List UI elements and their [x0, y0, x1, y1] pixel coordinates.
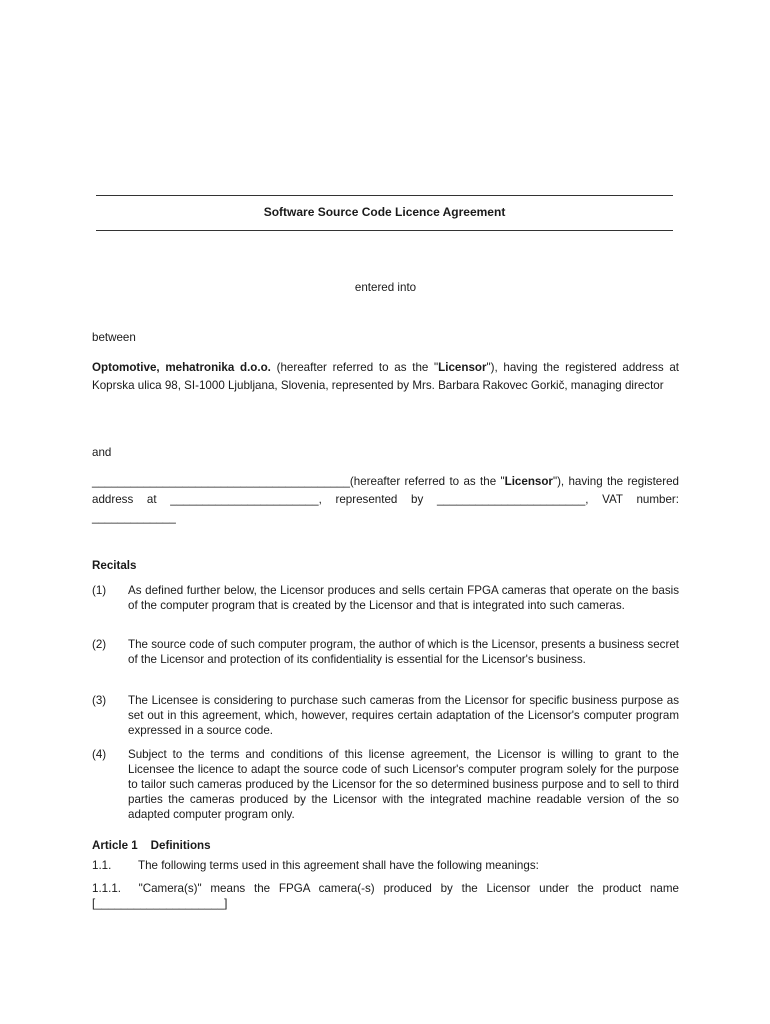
article1-heading	[92, 838, 679, 853]
title-rule-bottom	[96, 230, 673, 231]
clause-1-1-1-number: 1.1.1.	[92, 882, 122, 895]
recital-number: (1)	[92, 584, 107, 597]
clause-1-1-text: The following terms used in this agreement shall have the following meanings:	[138, 859, 539, 872]
and-label: and	[92, 446, 112, 459]
recital-text: As defined further below, the Licensor produces and sells certain FPGA cameras that operate on the basis of the computer program that is created by the Licensor and that is integrated into such cameras.	[128, 584, 679, 612]
clause-1-1-1-text: "Camera(s)" means the FPGA camera(-s) produced by the Licensor under the product name [____________________]	[92, 882, 679, 910]
party2-text-a: ________________________________________(hereafter referred to as the "	[92, 475, 505, 488]
document-title: Software Source Code Licence Agreement	[263, 205, 506, 219]
party1-text-a: (hereafter referred to as the "	[270, 361, 439, 374]
party1-text-b: "), having the registered address at Koprska ulica 98, SI-1000 Ljubljana, Slovenia, represented by Mrs. Barbara Rakovec Gorkič, managing director	[92, 361, 679, 392]
recital-text: The Licensee is considering to purchase such cameras from the Licensor for specific business purpose as set out in this agreement, which, however, requires certain adaptation of the Licensor's computer program expressed in a source code.	[128, 694, 679, 737]
recital-text: The source code of such computer program, the author of which is the Licensor, presents a business secret of the Licensor and protection of its confidentiality is essential for the Licensor's business.	[128, 638, 679, 666]
article1-title: Definitions	[150, 839, 211, 852]
party1-role: Licensor	[438, 361, 487, 374]
recital-number: (3)	[92, 694, 107, 707]
recital-text: Subject to the terms and conditions of this license agreement, the Licensor is willing to grant to the Licensee the licence to adapt the source code of such Licensor's computer program solely for the purpose to tailor such cameras produced by the Licensor for the so determined business purpose and to sell to third parties the cameras produced by the Licensor with the integrated machine readable version of the so adapted computer program only.	[128, 748, 679, 821]
clause-1-1-1	[92, 881, 679, 911]
recital-number: (2)	[92, 638, 107, 651]
between-label: between	[92, 331, 136, 344]
recital-number: (4)	[92, 748, 107, 761]
recitals-heading: Recitals	[92, 559, 137, 572]
party2-role: Licensor	[504, 475, 553, 488]
clause-1-1-number: 1.1.	[92, 859, 112, 872]
title-rule-top	[96, 195, 673, 196]
article1-label: Article 1	[92, 839, 138, 852]
entered-into: entered into	[354, 281, 417, 294]
party1-name: Optomotive, mehatronika d.o.o.	[92, 361, 271, 374]
party2-paragraph	[92, 473, 679, 527]
party2-text-b: "), having the registered address at _______________________, represented by _______________________, VAT number: _____________	[92, 475, 680, 524]
party1-paragraph	[92, 359, 679, 395]
